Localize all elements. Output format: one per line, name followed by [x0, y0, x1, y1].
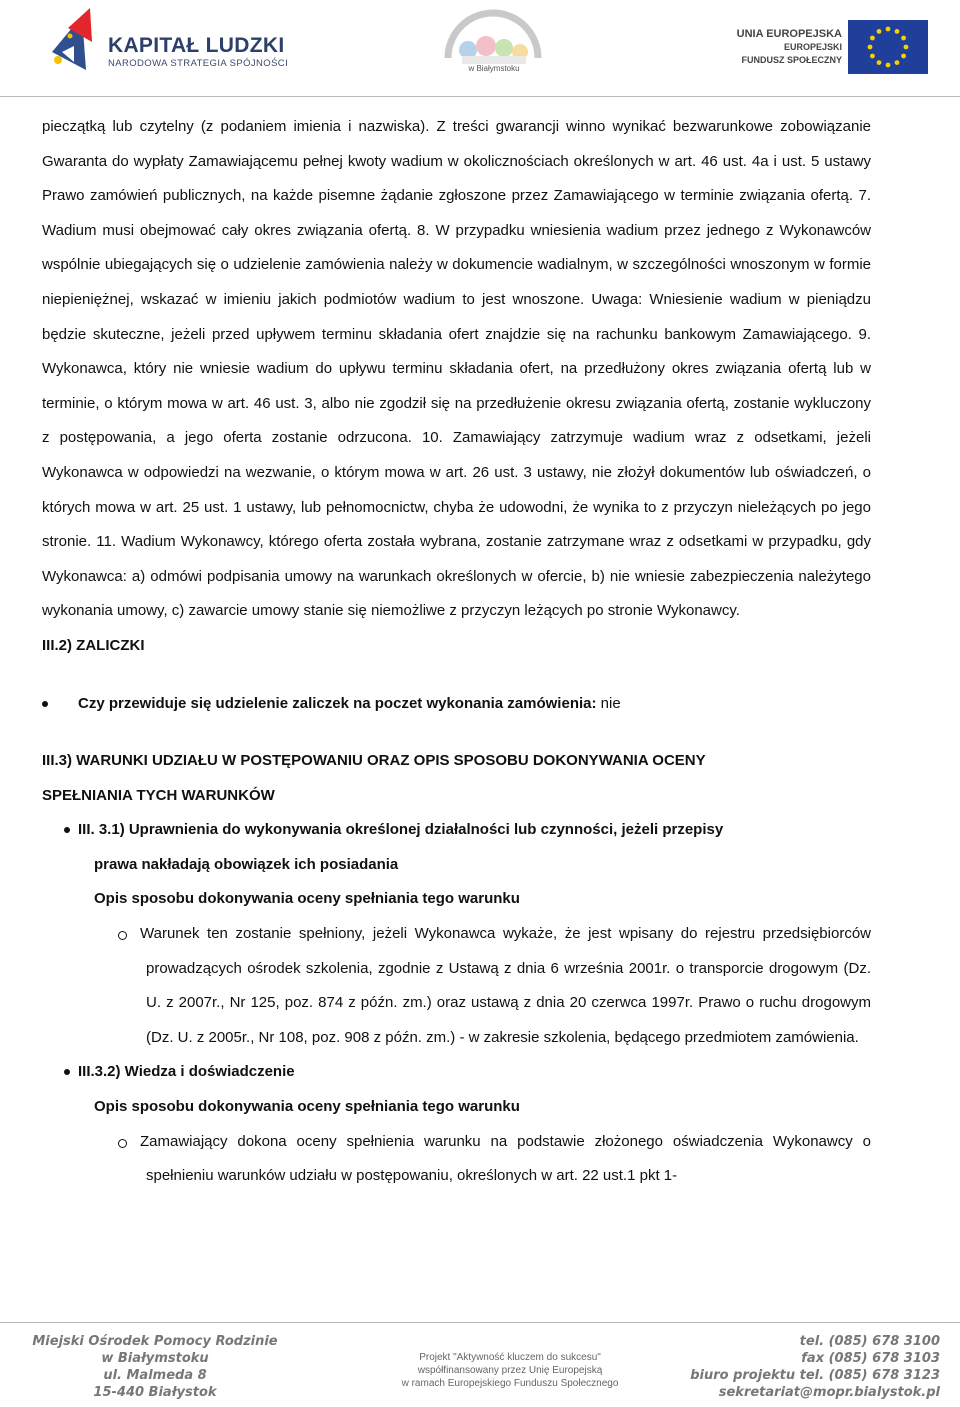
page-header [0, 0, 960, 97]
footer-address-line: ul. Malmeda 8 [103, 1368, 207, 1383]
item-III-3-1-title-line1: III. 3.1) Uprawnienia do wykonywania określonej działalności lub czynności, jeżeli przepisy [78, 821, 724, 839]
bullet-icon [64, 1069, 70, 1075]
bullet-icon [42, 701, 48, 707]
footer-project-line: Projekt "Aktywność kluczem do sukcesu" [419, 1352, 601, 1363]
section-III-3-heading-line2: SPEŁNIANIA TYCH WARUNKÓW [42, 786, 275, 804]
item-III-3-1-title-line2: prawa nakładają obowiązek ich posiadania [94, 855, 399, 873]
item-III-3-1-desc-label: Opis sposobu dokonywania oceny spełniania tego warunku [94, 890, 520, 908]
bullet-icon [64, 827, 70, 833]
eu-label-line2: EUROPEJSKI [783, 42, 842, 52]
footer-project-line: współfinansowany przez Unię Europejską [417, 1365, 603, 1376]
zaliczki-question: Czy przewiduje się udzielenie zaliczek na poczet wykonania zamówienia: [78, 694, 597, 712]
zaliczki-question-item [42, 687, 871, 722]
footer-project-line: w ramach Europejskiego Funduszu Społecznego [401, 1378, 619, 1389]
wadium-paragraph: pieczątką lub czytelny (z podaniem imienia i nazwiska). Z treści gwarancji winno wynikać bezwarunkowe zobowiązanie Gwaranta do wypłaty Zamawiającemu pełnej kwoty wadium w okolicznościach określonych w art. 46 ust. 4a i ust. 5 ustawy Prawo zamówień publicznych, na każde pisemne żądanie zgłoszone przez Zamawiającego w terminie związania ofertą. 7. Wadium musi obejmować cały okres związania ofertą. 8. W przypadku wniesienia wadium przez jednego z Wykonawców wspólnie ubiegających się o udzielenie zamówienia należy w dokumencie wadialnym, w szczególności wnoszonym w formie niepieniężnej, wskazać w imieniu jakich podmiotów wadium to jest wnoszone. Uwaga: Wniesienie wadium w pieniądzu będzie skuteczne, jeżeli przed upływem terminu składania ofert znajdzie się na rachunku bankowym Zamawiającego. 9. Wykonawca, który nie wniesie wadium do upływu terminu składania ofert, na przedłużony okres związania ofertą lub w terminie, o którym mowa w art. 46 ust. 3, albo nie zgodził się na przedłużenie okresu związania ofertą, zostanie wykluczony z postępowania, a jego oferta zostanie odrzucona. 10. Zamawiający zatrzymuje wadium wraz z odsetkami, jeżeli Wykonawca w odpowiedzi na wezwanie, o którym mowa w art. 26 ust. 3 ustawy, nie złożył dokumentów lub oświadczeń, o których mowa w art. 25 ust. 1 ustawy, lub pełnomocnictw, chyba że udowodni, że wynika to z przyczyn nieleżących po jego stronie. 11. Wadium Wykonawcy, którego oferta została wybrana, zostanie zatrzymane wraz z odsetkami w przypadku, gdy Wykonawca: a) odmówi podpisania umowy na warunkach określonych w ofercie, b) nie wniesie zabezpieczenia należytego wykonania umowy, c) zawarcie umowy stanie się niemożliwe z przyczyn leżących po stronie Wykonawcy. [42, 118, 871, 620]
mopr-logo-caption: w Białymstoku [468, 64, 520, 73]
footer-project-info [372, 1351, 648, 1390]
item-III-3-2-desc-label: Opis sposobu dokonywania oceny spełniania tego warunku [94, 1098, 520, 1116]
footer-address [30, 1333, 280, 1401]
item-III-3-1-sub-text: Warunek ten zostanie spełniony, jeżeli Wykonawca wykaże, że jest wpisany do rejestru przedsiębiorców prowadzących ośrodek szkolenia, zgodnie z Ustawą z dnia 6 września 2001r. o transporcie drogowym (Dz. U. z 2007r., Nr 125, poz. 874 z późn. zm.) oraz ustawą z dnia 20 czerwca 1997r. Prawo o ruchu drogowym (Dz. U. z 2005r., Nr 108, poz. 908 z późn. zm.) - w zakresie szkolenia, będącego przedmiotem zamówienia. [140, 925, 871, 1046]
footer-phone: tel. (085) 678 3100 [799, 1334, 940, 1349]
item-III-3-1-sub-item [42, 917, 871, 1055]
item-III-3-2-title: III.3.2) Wiedza i doświadczenie [78, 1063, 295, 1081]
item-III-3-2 [42, 1055, 871, 1090]
section-III-2-heading: III.2) ZALICZKI [42, 636, 145, 654]
eu-label [726, 28, 842, 67]
circle-bullet-icon [118, 931, 127, 940]
item-III-3-1 [42, 813, 871, 848]
footer-email: sekretariat@mopr.bialystok.pl [718, 1385, 940, 1400]
item-III-3-2-sub-text: Zamawiający dokona oceny spełnienia warunku na podstawie złożonego oświadczenia Wykonawcy o spełnieniu warunków udziału w postępowaniu, określonych w art. 22 ust.1 pkt 1- [140, 1132, 871, 1185]
eu-flag-icon [848, 20, 928, 74]
circle-bullet-icon [118, 1139, 127, 1148]
zaliczki-answer: nie [600, 694, 621, 712]
footer-contact [690, 1333, 940, 1401]
item-III-3-2-sub-item [42, 1125, 871, 1194]
eu-label-line3: FUNDUSZ SPOŁECZNY [741, 55, 842, 65]
eu-label-line1: UNIA EUROPEJSKA [736, 28, 842, 40]
footer-address-line: w Białymstoku [101, 1351, 209, 1366]
footer-fax: fax (085) 678 3103 [801, 1351, 940, 1366]
footer-address-line: 15-440 Białystok [93, 1385, 217, 1400]
document-body [42, 110, 871, 1194]
footer-address-line: Miejski Ośrodek Pomocy Rodzinie [32, 1334, 278, 1349]
kapital-ludzki-subtitle: NARODOWA STRATEGIA SPÓJNOŚCI [108, 58, 289, 69]
kapital-ludzki-title: KAPITAŁ LUDZKI [108, 34, 285, 57]
page-footer [0, 1322, 960, 1407]
section-III-3-heading-line1: III.3) WARUNKI UDZIAŁU W POSTĘPOWANIU ORAZ OPIS SPOSOBU DOKONYWANIA OCENY [42, 752, 706, 770]
footer-project-phone: biuro projektu tel. (085) 678 3123 [690, 1368, 940, 1383]
